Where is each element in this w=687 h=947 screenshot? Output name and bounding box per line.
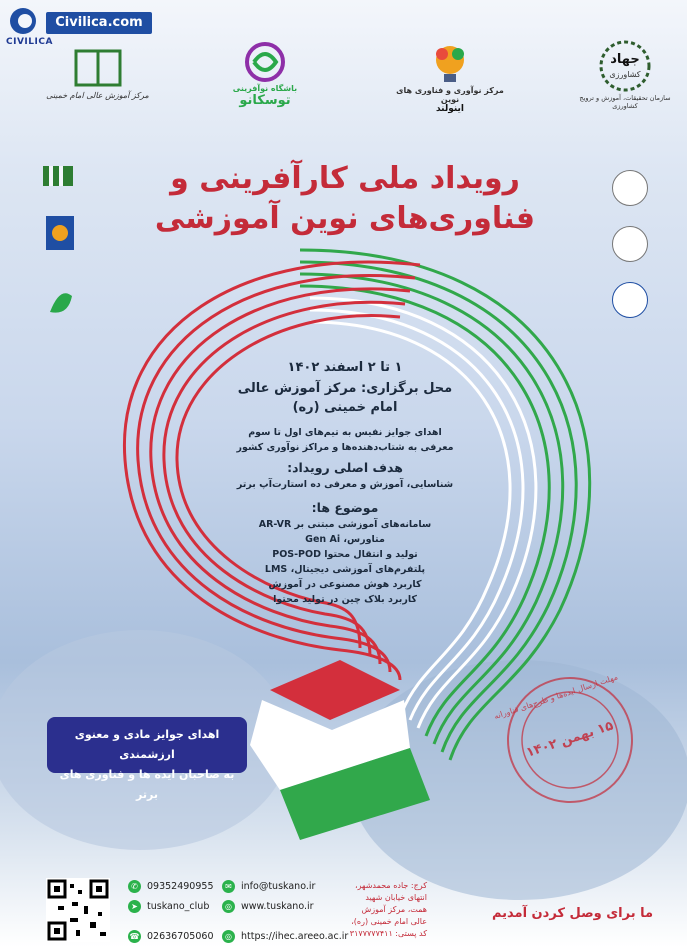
inoland-name: اینولند bbox=[435, 104, 465, 114]
training-center-logo bbox=[45, 45, 150, 115]
website-row bbox=[222, 900, 314, 913]
topic-item: پلتفرم‌های آموزشی دیجیتال، LMS bbox=[264, 564, 426, 575]
email-address[interactable]: info@tuskano.ir bbox=[241, 881, 316, 892]
goal-text: شناسایی، آموزش و معرفی ده استارت‌آپ برتر bbox=[236, 479, 454, 490]
phone-number[interactable]: 09352490955 bbox=[147, 881, 214, 892]
tuskano-name: توسکانو bbox=[239, 93, 291, 108]
right-logo-2 bbox=[612, 226, 648, 262]
address-line: کرج: جاده محمدشهر، bbox=[355, 881, 427, 890]
right-logo-3 bbox=[612, 282, 648, 318]
address-line: عالی امام خمینی (ره)، bbox=[351, 917, 427, 926]
jahad-sub: کشاورزی bbox=[609, 70, 641, 79]
address-block bbox=[345, 880, 427, 940]
topic-item: متاورس، Gen Ai bbox=[305, 534, 385, 545]
site2-row bbox=[222, 930, 348, 943]
email-row bbox=[222, 880, 315, 893]
prize-banner bbox=[47, 717, 247, 801]
training-center-caption: مرکز آموزش عالی امام خمینی bbox=[46, 91, 149, 100]
lightbulb-icon bbox=[428, 40, 472, 86]
tuskano-small-label: باشگاه نوآفرینی bbox=[232, 84, 298, 93]
stamp-date: ۱۵ بهمن ۱۴۰۲ bbox=[524, 718, 616, 761]
event-title-line2: فناوری‌های نوین آموزشی bbox=[154, 201, 536, 236]
slogan: ما برای وصل کردن آمدیم bbox=[491, 906, 654, 921]
website-link[interactable]: www.tuskano.ir bbox=[241, 901, 314, 912]
address-line: همت، مرکز آموزش bbox=[361, 905, 427, 914]
address-line: انتهای خیابان شهید bbox=[365, 893, 427, 902]
civilica-url-link[interactable]: Civilica.com bbox=[46, 12, 152, 34]
site2-link[interactable]: https://ihec.areeo.ac.ir bbox=[241, 931, 349, 942]
book-icon bbox=[68, 45, 128, 91]
venue-line1: محل برگزاری: مرکز آموزش عالی bbox=[237, 381, 453, 396]
jahad-logo bbox=[570, 38, 680, 128]
stripes-icon bbox=[35, 162, 90, 194]
right-logo-1 bbox=[612, 170, 648, 206]
goal-title: هدف اصلی رویداد: bbox=[287, 460, 403, 475]
prize-banner-line2: به صاحبان ایده ها و فناوری های برتر bbox=[59, 768, 235, 801]
jahad-caption: سازمان تحقیقات، آموزش و ترویج کشاورزی bbox=[579, 94, 671, 110]
phone-row bbox=[128, 880, 214, 893]
link-icon: ◎ bbox=[222, 930, 235, 943]
civilica-logo-icon bbox=[6, 6, 40, 36]
inoland-logo bbox=[395, 40, 505, 125]
event-title-line1: رویداد ملی کارآفرینی و bbox=[170, 161, 520, 196]
stamp-arc-text: مهلت ارسال ایده‌ها و طرح‌های فناورانه bbox=[492, 672, 619, 722]
venue-line2: امام خمینی (ره) bbox=[292, 400, 398, 415]
whatsapp-icon: ✆ bbox=[128, 880, 141, 893]
leaf-icon bbox=[40, 282, 80, 330]
shield-icon bbox=[40, 212, 80, 262]
globe-icon: ◎ bbox=[222, 900, 235, 913]
civilica-label: CIVILICA bbox=[6, 37, 53, 47]
landline-number[interactable]: 02636705060 bbox=[147, 931, 214, 942]
topics-title: موضوع ها: bbox=[311, 500, 379, 515]
prizes-line1: اهدای جوایز نفیس به تیم‌های اول تا سوم bbox=[248, 427, 442, 438]
address-line: کد پستی: ۳۱۷۷۷۷۷۴۱۱ bbox=[349, 929, 427, 938]
flower-icon bbox=[240, 40, 290, 84]
inoland-caption: مرکز نوآوری و فناوری های نوین bbox=[396, 86, 504, 104]
telegram-row bbox=[128, 900, 209, 913]
left-logo-1 bbox=[35, 162, 90, 194]
phone-icon: ☎ bbox=[129, 932, 140, 941]
left-logo-3 bbox=[40, 282, 80, 330]
tuskano-logo bbox=[215, 40, 315, 125]
prizes-line2: معرفی به شتاب‌دهنده‌ها و مراکز نوآوری کشور bbox=[236, 442, 454, 453]
event-dates: ۱ تا ۲ اسفند ۱۴۰۲ bbox=[287, 360, 403, 375]
topic-item: کاربرد بلاک چین در تولید محتوا bbox=[273, 594, 417, 605]
qr-code-icon[interactable] bbox=[46, 878, 110, 942]
landline-row bbox=[128, 930, 214, 943]
topic-item: کاربرد هوش مصنوعی در آموزش bbox=[268, 579, 422, 590]
telegram-icon: ➤ bbox=[128, 900, 141, 913]
left-logo-2 bbox=[40, 212, 80, 262]
topic-item: تولید و انتقال محتوا POS-POD bbox=[272, 549, 418, 560]
jahad-name: جهاد bbox=[610, 52, 640, 67]
email-icon: ✉ bbox=[222, 880, 235, 893]
topic-item: سامانه‌های آموزشی مبتنی بر AR-VR bbox=[258, 519, 432, 530]
prize-banner-line1: اهدای جوایز مادی و معنوی ارزشمندی bbox=[74, 728, 220, 761]
telegram-handle[interactable]: tuskano_club bbox=[147, 901, 210, 912]
